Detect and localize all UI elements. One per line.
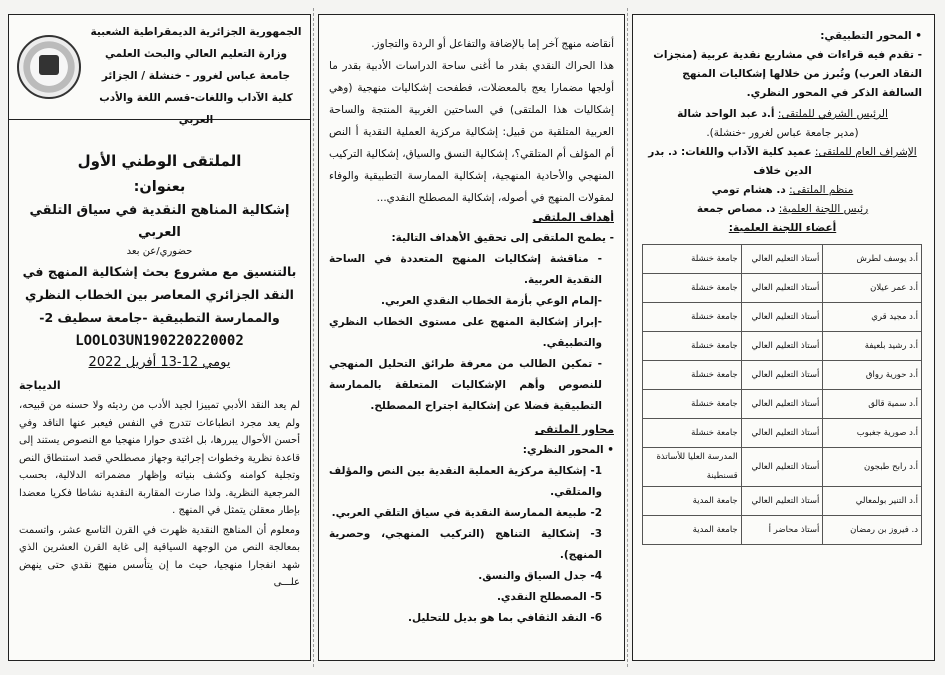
member-university: جامعة خنشلة	[643, 274, 742, 303]
member-university: جامعة خنشلة	[643, 361, 742, 390]
committee-head-name: د. مصاص جمعة	[696, 203, 776, 215]
member-name: أ.د صورية جغبوب	[823, 419, 922, 448]
honorary-role: (مدير جامعة عباس لغرور -خنشلة).	[706, 127, 859, 139]
list-item: 5- المصطلح النقدي.	[496, 591, 602, 603]
paragraph: هذا الحراك النقدي بقدر ما أغنى ساحة الدراسات الأدبية بقدر ما أولجها مضمارا يعج بالمعضلات، فطفحت إشكاليات منهجية (وهي إشكاليات هذا الملتقى) في الساحتين الغربية المنتجة والساحة العربية المتلقية من قبيل: إشكالية مركزية العملية النقدية أ النص أم المؤلف أم المتلقي؟، إشكالية النسق والسياق، إشكالية التركيب المنهجي والأحادية المنهجية، إشكالية الممارسة التطبيقية والوفاء لمقولات المنهج في أصوله، إشكالية المصطلح النقدي...	[329, 60, 614, 204]
institution-header	[9, 15, 310, 126]
member-name: د. فيروز بن رمضان	[823, 516, 922, 545]
applied-axis-text: - تقدم فيه قراءات في مشاريع نقدية عربية (منجزات النقاد العرب) وتُبرز من خلالها إشكاليات المنهج السالفة الذكر في المحور النظري.	[653, 49, 922, 99]
list-item: 1- إشكالية مركزية العملية النقدية بين النص والمؤلف والمتلقي.	[329, 465, 602, 498]
axes-list	[329, 461, 614, 629]
list-item: -إبراز إشكالية المنهج على مستوى الخطاب النظري والتطبيقي.	[329, 316, 602, 349]
general-text: عميد كلية الآداب واللغات: د. بدر الدين خلاف	[648, 146, 812, 177]
member-university: جامعة خنشلة	[643, 303, 742, 332]
cover-content	[9, 148, 310, 592]
member-name: أ.د عمر عيلان	[823, 274, 922, 303]
attendance-mode: حضوري/عن بعد	[126, 246, 193, 257]
member-name: أ.د التنير بولمعالي	[823, 487, 922, 516]
list-item: - مناقشة إشكاليات المنهج المتعددة في الساحة النقدية العربية.	[329, 253, 602, 286]
university-logo-icon	[17, 35, 81, 99]
list-item: 3- إشكالية التناهج (التركيب المنهجي، وحصرية المنهج).	[329, 528, 602, 561]
member-rank: أستاذ التعليم العالي	[741, 448, 823, 487]
committee-panel	[632, 14, 935, 661]
conference-dates: يومي 12-13 أفريل 2022	[88, 355, 231, 370]
member-university: جامعة خنشلة	[643, 332, 742, 361]
member-name: أ.د رابح طبجون	[823, 448, 922, 487]
applied-axis-heading: • المحور التطبيقي:	[820, 30, 922, 42]
intro-heading: الديباجة	[19, 379, 61, 392]
project-code: LOOLO3UN190220220002	[75, 333, 244, 349]
intro-paragraph: لم يعد النقد الأدبي تمييزا لجيد الأدب من رديئه ولا حسنه من قبيحه، ولم يعد مجرد انطباعات تتدرج في النفس فيعبر عنها الناقد وفي أحسن الأحوال يبررها، بل اغتدى حوارا منهجيا مع النصوص يستند إلى قاعدة نظرية وخطوات إجرائية وجهاز مصطلحي قصد استنطاق النص وتجلية كوامنه وكشف بنياته وإظهار مضمراته الدلالية، بحسب المرجعية النظرية. ولذا صارت المقاربة النقدية نشاطا فكريا معضدا بإطار معقلن يتمثل في المنهج .	[19, 400, 300, 516]
member-rank: أستاذ التعليم العالي	[741, 303, 823, 332]
table-row	[643, 448, 922, 487]
members-label: أعضاء اللجنة العلمية:	[728, 222, 837, 234]
title-label: بعنوان:	[133, 179, 186, 195]
intro-paragraph: ومعلوم أن المناهج النقدية ظهرت في القرن التاسع عشر، واتسمت بمعالجة النص من الوجهة السياقية إلى غاية القرن العشرين الذي شهد انفجارا منهجيا، حيث ما إن يتأسس منهج نقدي حتى ينهض علـــى	[19, 524, 300, 588]
list-item: 4- جدل السياق والنسق.	[478, 570, 602, 582]
organizer-name: د. هشام تومي	[711, 184, 786, 196]
member-university: المدرسة العليا للأساتذة قسنطينة	[643, 448, 742, 487]
member-rank: أستاذ التعليم العالي	[741, 361, 823, 390]
paragraph: أنقاضه منهج آخر إما بالإضافة والتفاعل أو الردة والتجاوز.	[371, 38, 614, 50]
member-university: جامعة المدية	[643, 516, 742, 545]
member-rank: أستاذ التعليم العالي	[741, 274, 823, 303]
table-row	[643, 516, 922, 545]
table-row	[643, 361, 922, 390]
coordination-note: بالتنسيق مع مشروع بحث إشكالية المنهج في النقد الجزائري المعاصر بين الخطاب النظري والممارسة التطبيقية -جامعة سطيف 2-	[22, 264, 297, 325]
member-rank: أستاذ التعليم العالي	[741, 245, 823, 274]
table-row	[643, 274, 922, 303]
member-rank: أستاذ التعليم العالي	[741, 332, 823, 361]
middle-panel	[318, 14, 625, 661]
member-rank: أستاذ التعليم العالي	[741, 419, 823, 448]
header-line: كلية الآداب واللغات-قسم اللغة والأدب العربي	[99, 92, 293, 126]
goals-intro: - يطمح الملتقى إلى تحقيق الأهداف التالية:	[391, 232, 614, 244]
axes-intro: • المحور النظري:	[522, 444, 614, 456]
honorary-label: الرئيس الشرفي للملتقى:	[777, 108, 888, 120]
cover-panel	[8, 14, 311, 661]
goals-heading: أهداف الملتقى	[532, 211, 614, 224]
list-item: -إلمام الوعي بأزمة الخطاب النقدي العربي.	[380, 295, 602, 307]
honorary-name: أ.د عبد الواحد شالة	[677, 108, 775, 120]
goals-list	[329, 249, 614, 417]
table-row	[643, 303, 922, 332]
member-university: جامعة خنشلة	[643, 419, 742, 448]
member-rank: أستاذ التعليم العالي	[741, 487, 823, 516]
table-row	[643, 245, 922, 274]
header-line: جامعة عباس لغرور - خنشلة / الجزائر	[101, 70, 291, 82]
table-row	[643, 419, 922, 448]
member-rank: أستاذ محاضر أ	[741, 516, 823, 545]
table-row	[643, 390, 922, 419]
organizer-label: منظم الملتقى:	[789, 184, 854, 196]
header-line: الجمهورية الجزائرية الديمقراطية الشعبية	[90, 26, 302, 38]
table-row	[643, 487, 922, 516]
member-name: أ.د يوسف لطرش	[823, 245, 922, 274]
member-name: أ.د حورية رواق	[823, 361, 922, 390]
list-item: - تمكين الطالب من معرفة طرائق التحليل المنهجي للنصوص وأهم الإشكاليات المتعلقة بالممارسة التطبيقية فضلا عن إشكالية اجتراح المصطلح.	[329, 358, 602, 412]
committee-head-label: رئيس اللجنة العلمية:	[778, 203, 869, 215]
member-name: أ.د مجيد قري	[823, 303, 922, 332]
axes-heading: محاور الملتقى	[534, 423, 614, 436]
list-item: 6- النقد الثقافي بما هو بديل للتحليل.	[407, 612, 602, 624]
member-name: أ.د سمية قالق	[823, 390, 922, 419]
general-label: الإشراف العام للملتقى:	[814, 146, 917, 158]
member-university: جامعة المدية	[643, 487, 742, 516]
member-name: أ.د رشيد بلعيفة	[823, 332, 922, 361]
member-university: جامعة خنشلة	[643, 390, 742, 419]
conference-title: الملتقى الوطني الأول	[77, 152, 242, 170]
institution-lines	[90, 21, 302, 131]
list-item: 2- طبيعة الممارسة النقدية في سياق التلقي العربي.	[331, 507, 602, 519]
header-line: وزارة التعليم العالي والبحث العلمي	[104, 48, 288, 60]
member-rank: أستاذ التعليم العالي	[741, 390, 823, 419]
conference-theme: إشكالية المناهج النقدية في سياق التلقي العربي	[29, 203, 290, 240]
table-row	[643, 332, 922, 361]
committee-members-table	[642, 244, 922, 545]
member-university: جامعة خنشلة	[643, 245, 742, 274]
